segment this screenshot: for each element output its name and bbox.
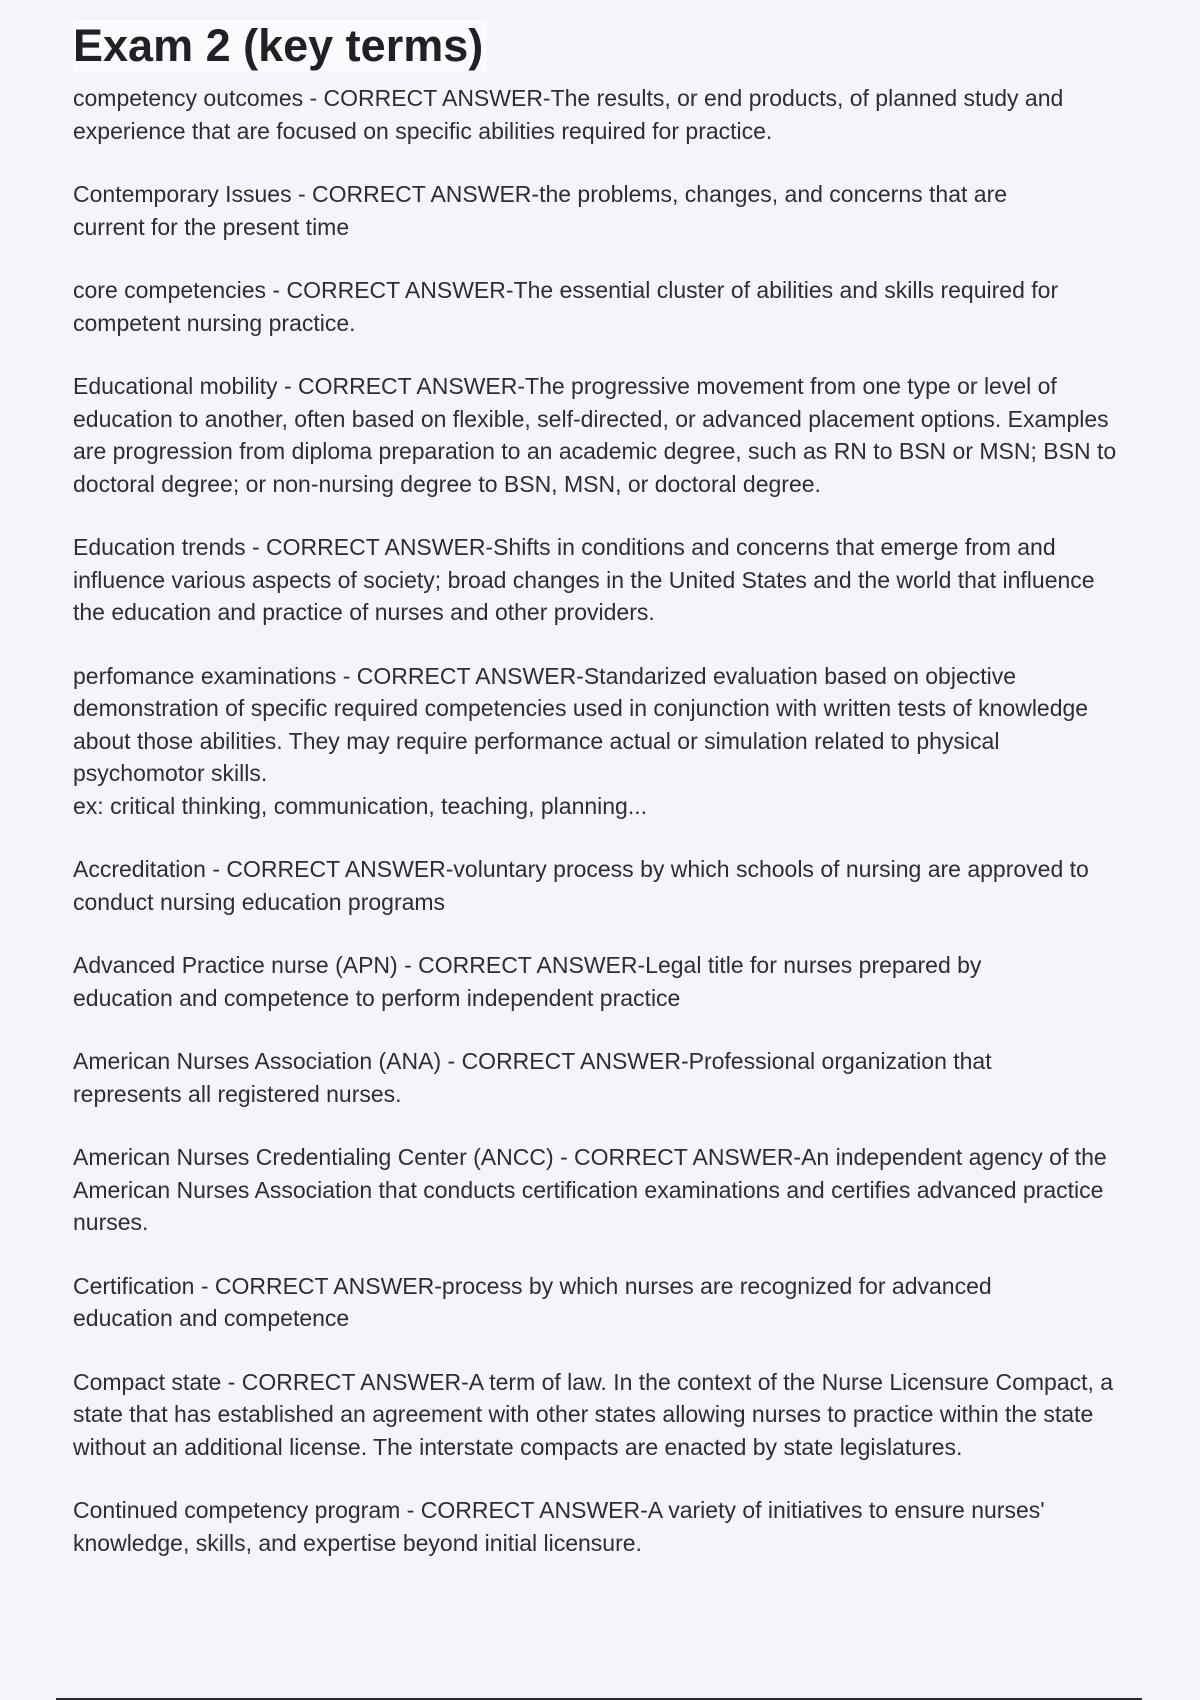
- key-term-entry: competency outcomes - CORRECT ANSWER-The results, or end products, of planned study and experience that are focused on specific abilities required for practice.: [73, 85, 1064, 144]
- key-term-entry: Advanced Practice nurse (APN) - CORRECT ANSWER-Legal title for nurses prepared by education and competence to perform independent practice: [73, 952, 982, 1011]
- key-term-entry: perfomance examinations - CORRECT ANSWER-Standarized evaluation based on objective demonstration of specific required competencies used in conjunction with written tests of knowledge about those abilities. They may require performance actual or simulation related to physical psychomotor skills. ex: critical thinking, communication, teaching, planning...: [73, 662, 1089, 819]
- document-title: Exam 2 (key terms): [73, 20, 487, 72]
- key-terms-list: [73, 82, 1133, 1559]
- key-term-entry: Continued competency program - CORRECT ANSWER-A variety of initiatives to ensure nurses' knowledge, skills, and expertise beyond initial licensure.: [73, 1497, 1045, 1556]
- key-term-entry: Contemporary Issues - CORRECT ANSWER-the problems, changes, and concerns that are current for the present time: [73, 181, 1008, 240]
- key-term-entry: core competencies - CORRECT ANSWER-The essential cluster of abilities and skills required for competent nursing practice.: [73, 277, 1059, 336]
- key-term-entry: Education trends - CORRECT ANSWER-Shifts in conditions and concerns that emerge from and influence various aspects of society; broad changes in the United States and the world that influence the education and practice of nurses and other providers.: [73, 534, 1095, 625]
- key-term-entry: Educational mobility - CORRECT ANSWER-The progressive movement from one type or level of education to another, often based on flexible, self-directed, or advanced placement options. Examples are progression from diploma preparation to an academic degree, such as RN to BSN or MSN; BSN to doctoral degree; or non-nursing degree to BSN, MSN, or doctoral degree.: [73, 373, 1117, 497]
- key-term-entry: American Nurses Association (ANA) - CORRECT ANSWER-Professional organization that represents all registered nurses.: [73, 1048, 992, 1107]
- document-page: [73, 20, 1133, 1590]
- key-term-entry: Accreditation - CORRECT ANSWER-voluntary process by which schools of nursing are approved to conduct nursing education programs: [73, 856, 1089, 915]
- key-term-entry: American Nurses Credentialing Center (ANCC) - CORRECT ANSWER-An independent agency of the American Nurses Association that conducts certification examinations and certifies advanced practice nurses.: [73, 1144, 1107, 1235]
- key-term-entry: Certification - CORRECT ANSWER-process by which nurses are recognized for advanced education and competence: [73, 1272, 992, 1331]
- key-term-entry: Compact state - CORRECT ANSWER-A term of law. In the context of the Nurse Licensure Compact, a state that has established an agreement with other states allowing nurses to practice within the state without an additional license. The interstate compacts are enacted by state legislatures.: [73, 1368, 1114, 1460]
